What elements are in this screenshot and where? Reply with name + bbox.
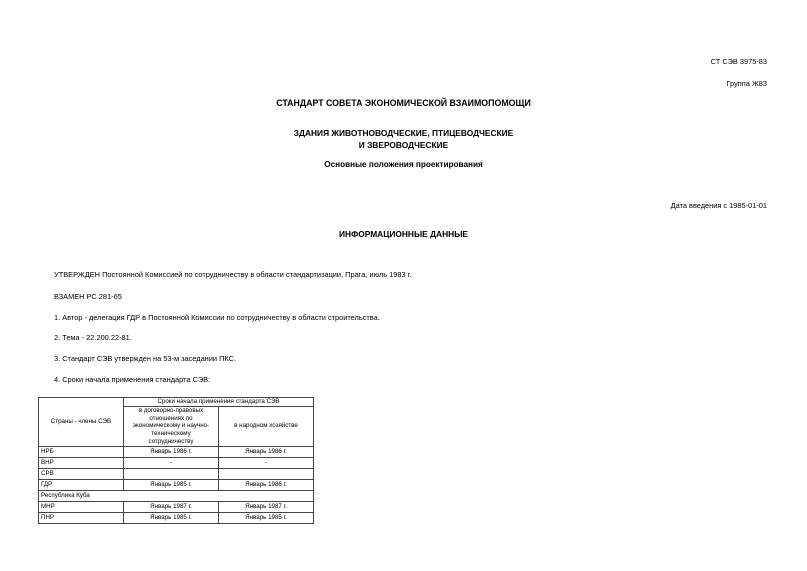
document-code: СТ СЭВ 3975-83 [710,57,767,66]
contract-date-cell [124,468,219,479]
author-paragraph: 1. Автор - делегация ГДР в Постоянной Комиссии по сотрудничеству в области строительства. [54,313,380,322]
table-row [39,490,314,501]
contract-date-cell: Январь 1986 г. [124,446,219,457]
country-cell: НРБ [39,446,124,457]
application-terms-paragraph: 4. Сроки начала применения стандарта СЭВ: [54,375,211,384]
country-cell: Республика Куба [39,490,314,501]
table-row [39,479,314,490]
application-terms-table [38,397,314,524]
approved-paragraph: УТВЕРЖДЕН Постоянной Комиссией по сотрудничеству в области стандартизации, Прага, июль 1983 г. [54,270,412,279]
contract-date-cell: Январь 1985 г. [124,479,219,490]
table-row [39,501,314,512]
country-cell: ПНР [39,512,124,523]
national-date-cell: Январь 1986 г. [219,479,314,490]
contract-date-cell: - [124,457,219,468]
contract-date-cell: Январь 1985 г. [124,512,219,523]
contract-date-cell: Январь 1987 г. [124,501,219,512]
main-title: СТАНДАРТ СОВЕТА ЭКОНОМИЧЕСКОЙ ВЗАИМОПОМОЩИ [276,98,531,108]
header-country: Страны - члены СЭВ [39,398,124,447]
country-cell: ВНР [39,457,124,468]
country-cell: ГДР [39,479,124,490]
country-cell: МНР [39,501,124,512]
table-row [39,468,314,479]
country-cell: СРВ [39,468,124,479]
replaces-paragraph: ВЗАМЕН РС 281-65 [54,292,122,301]
national-date-cell: Январь 1985 г. [219,512,314,523]
approval-meeting-paragraph: 3. Стандарт СЭВ утвержден на 53-м заседании ПКС. [54,354,236,363]
header-contract-line: в договорно-правовых [138,406,204,414]
topic-paragraph: 2. Тема - 22.200.22-81. [54,333,132,342]
classification-group: Группа Ж83 [726,79,767,88]
header-contract-line: экономическому и научно- [132,422,210,430]
table-row [39,512,314,523]
header-contract-line: сотрудничеству [148,437,194,445]
header-contract-line: техническому [151,430,191,437]
national-date-cell: Январь 1986 г. [219,446,314,457]
header-terms-group: Сроки начала применения стандарта СЭВ [124,398,314,407]
info-data-heading: ИНФОРМАЦИОННЫЕ ДАННЫЕ [339,229,468,239]
header-contract-relations [124,406,219,446]
subtitle-design-provisions: Основные положения проектирования [324,160,483,169]
national-date-cell: Январь 1987 г. [219,501,314,512]
table-row [39,457,314,468]
subtitle-line-2: И ЗВЕРОВОДЧЕСКИЕ [358,140,449,150]
national-date-cell: - [219,457,314,468]
introduction-date: Дата введения с 1985-01-01 [670,201,767,210]
subtitle-line-1: ЗДАНИЯ ЖИВОТНОВОДЧЕСКИЕ, ПТИЦЕВОДЧЕСКИЕ [293,128,514,138]
header-contract-line: отношениях по [149,414,193,422]
header-national-economy: в народном хозяйстве [219,406,314,446]
table-row [39,446,314,457]
national-date-cell [219,468,314,479]
